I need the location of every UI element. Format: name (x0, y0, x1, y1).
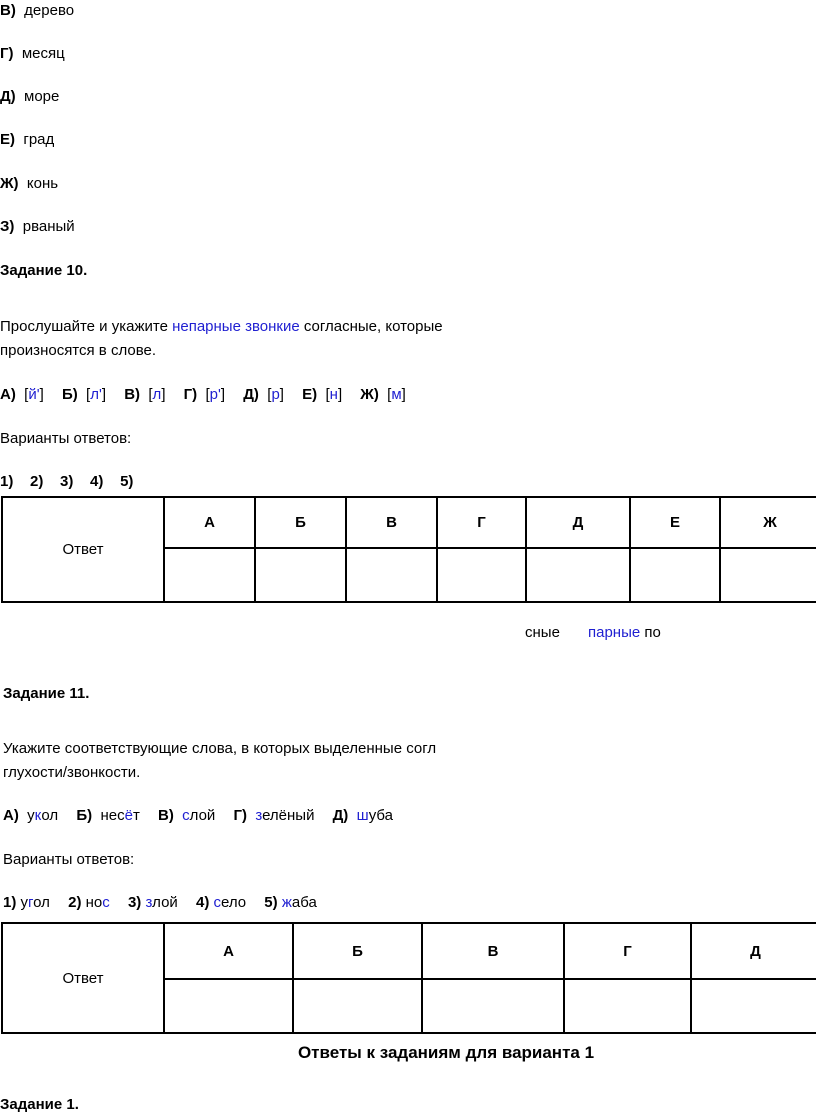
answer-label: Ответ (2, 497, 164, 602)
answer-cell[interactable] (720, 548, 816, 602)
task11-options (3, 806, 393, 826)
column-header: А (164, 923, 293, 979)
task11-variants (3, 893, 317, 913)
column-header: Б (255, 497, 346, 548)
task10-answer-table (1, 496, 816, 603)
option-item: В) слой (158, 807, 216, 824)
answer-cell[interactable] (691, 979, 816, 1033)
text-fragment: сные (525, 624, 560, 641)
option-item: Б) несёт (76, 807, 140, 824)
answer-cell[interactable] (526, 548, 630, 602)
answer-cell[interactable] (564, 979, 691, 1033)
word-item: Е) град (0, 131, 55, 148)
answer-cell[interactable] (422, 979, 564, 1033)
task11-text-line2: глухости/звонкости. (3, 764, 141, 781)
answer-cell[interactable] (437, 548, 526, 602)
column-header: В (346, 497, 437, 548)
option-item: Д) шуба (332, 807, 393, 824)
task1-heading: Задание 1. (0, 1096, 79, 1113)
option-item: Д) [р] (243, 386, 284, 403)
variant-item: 5) жаба (264, 894, 317, 911)
task10-heading: Задание 10. (0, 262, 88, 279)
word-item: Г) месяц (0, 45, 65, 62)
word-item: В) дерево (0, 2, 75, 19)
task11-heading: Задание 11. (3, 685, 90, 702)
answer-cell[interactable] (255, 548, 346, 602)
answer-label: Ответ (2, 923, 164, 1033)
column-header: В (422, 923, 564, 979)
option-item: Ж) [м] (360, 386, 406, 403)
task10-variants-label: Варианты ответов: (0, 430, 132, 447)
answer-cell[interactable] (346, 548, 437, 602)
task10-variants: 1) 2) 3) 4) 5) (0, 473, 134, 490)
option-item: В) [л] (124, 386, 166, 403)
answer-cell[interactable] (293, 979, 422, 1033)
option-item: Б) [л'] (61, 386, 107, 403)
column-header: Г (564, 923, 691, 979)
word-item: Ж) конь (0, 175, 59, 192)
option-item: А) укол (3, 807, 59, 824)
column-header: Е (630, 497, 720, 548)
column-header: Д (526, 497, 630, 548)
task11-text: Укажите соответствующие слова, в которых выделенные согл (3, 740, 437, 757)
task10-options (0, 385, 406, 405)
option-item: Г) зелёный (233, 807, 315, 824)
word-item: Д) море (0, 88, 60, 105)
column-header: А (164, 497, 255, 548)
column-header: Б (293, 923, 422, 979)
column-header: Г (437, 497, 526, 548)
task10-text: Прослушайте и укажите непарные звонкие согласные, которые (0, 318, 443, 335)
answers-title: Ответы к заданиям для варианта 1 (297, 1043, 595, 1062)
task10-text-line2: произносятся в слове. (0, 342, 157, 359)
variant-item: 3) злой (127, 894, 178, 911)
task11-answer-table (1, 922, 816, 1034)
word-item: З) рваный (0, 218, 75, 235)
variant-item: 4) село (196, 894, 247, 911)
answer-cell[interactable] (164, 979, 293, 1033)
task11-variants-label: Варианты ответов: (3, 851, 135, 868)
answer-cell[interactable] (630, 548, 720, 602)
option-item: Е) [н] (302, 386, 343, 403)
column-header: Ж (720, 497, 816, 548)
option-item: А) [й'] (0, 386, 44, 403)
variant-item: 2) нос (68, 894, 110, 911)
option-item: Г) [р'] (183, 386, 226, 403)
text-fragment: парные по (588, 624, 661, 641)
variant-item: 1) угол (3, 894, 50, 911)
answer-cell[interactable] (164, 548, 255, 602)
column-header: Д (691, 923, 816, 979)
